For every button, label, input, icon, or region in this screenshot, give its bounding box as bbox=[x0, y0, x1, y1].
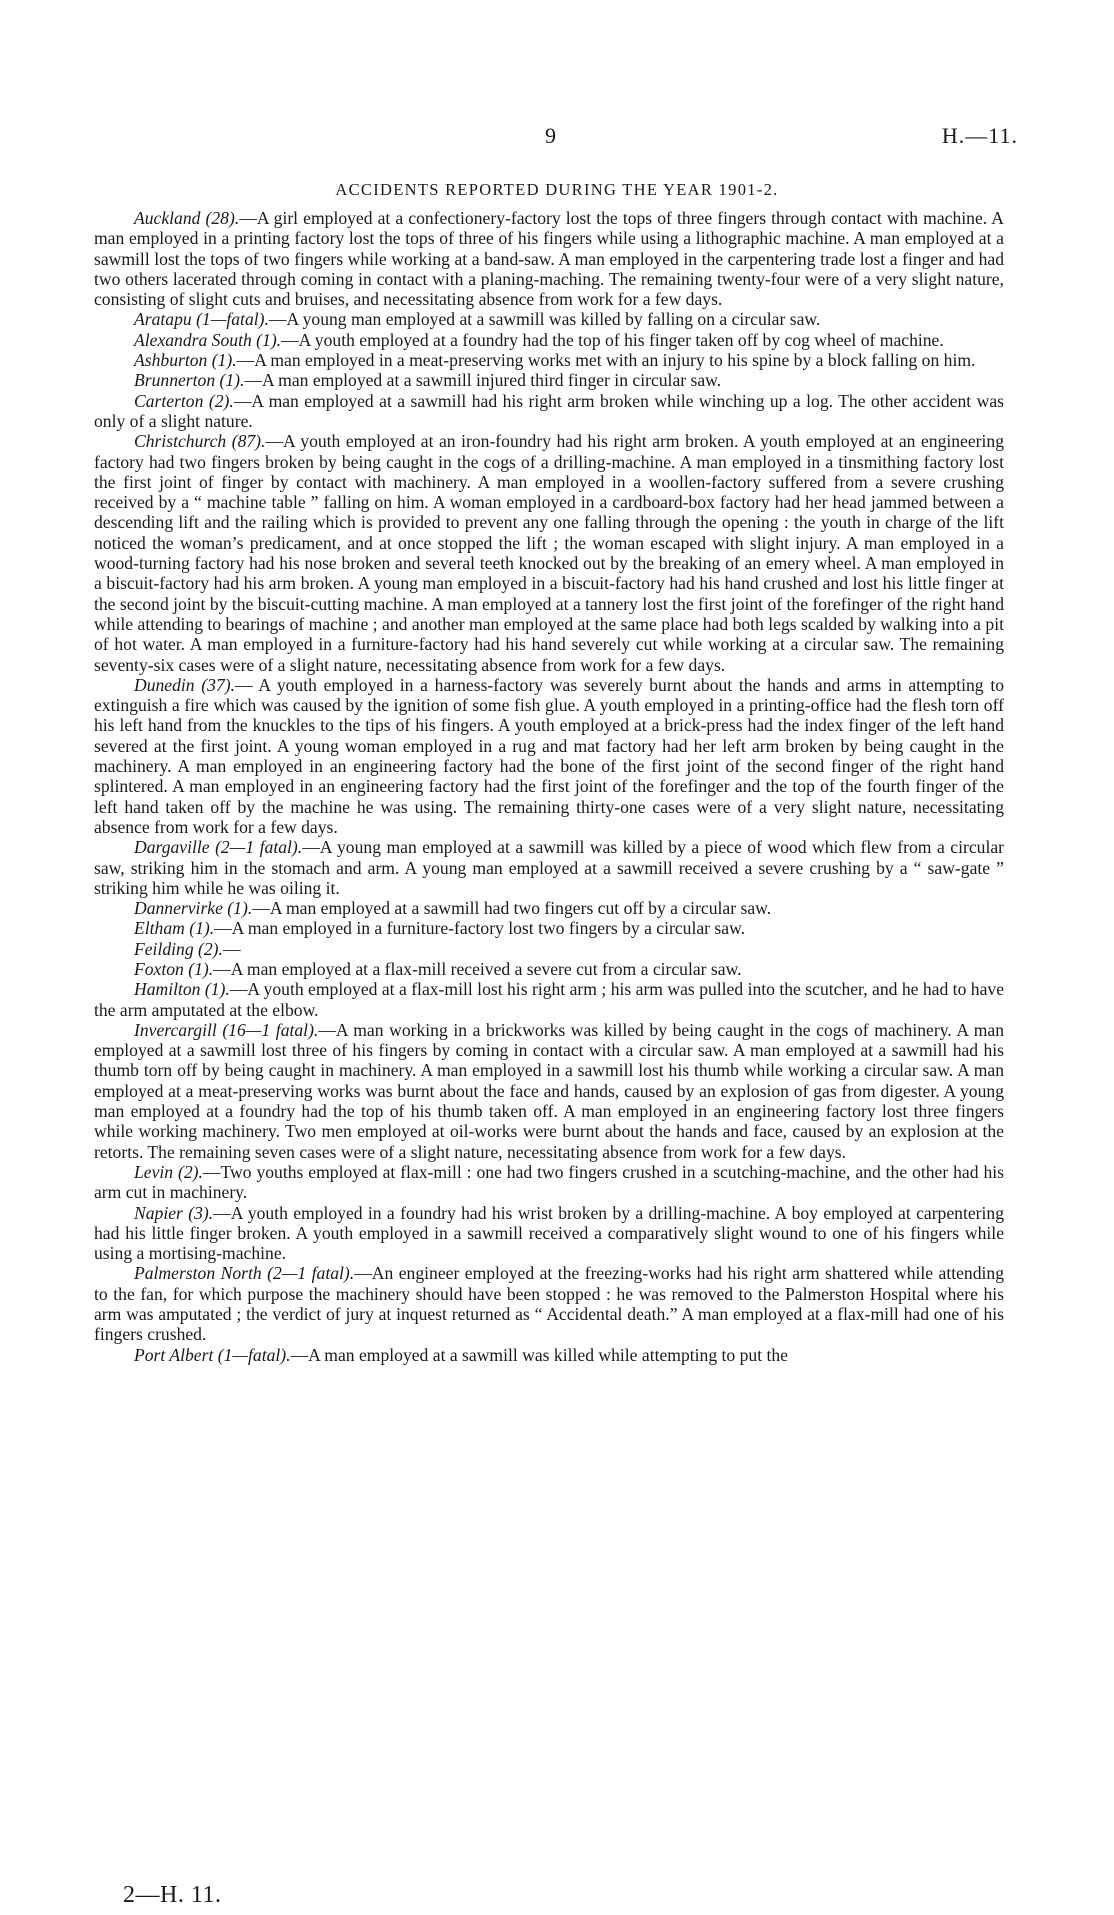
place-name: Dunedin (37). bbox=[134, 674, 236, 695]
place-name: Hamilton (1). bbox=[134, 979, 230, 1000]
place-name: Foxton (1). bbox=[134, 958, 214, 979]
place-name: Christchurch (87). bbox=[134, 431, 266, 452]
document-reference: H.—11. bbox=[941, 123, 1018, 148]
place-name: Dannervirke (1). bbox=[134, 898, 253, 919]
entry-invercargill bbox=[94, 1020, 1004, 1162]
entry-text: —A man employed at a sawmill was killed while attempting to put the bbox=[290, 1344, 788, 1365]
entry-text: —A man working in a brickworks was killed by being caught in the cogs of machinery. A man employed at a sawmill lost three of his fingers by coming in contact with a circular saw. A man employed at a sawmill had his thumb torn off by being caught in machinery. A man employed in a sawmill lost his thumb while working a circular saw. A man employed at a meat-preserving works was burnt about the face and hands, caused by an explosion of gas from digester. A young man employed at a foundry had the top of his thumb taken off. A man employed in an engineering factory lost three fingers while working machinery. Two men employed at oil-works were burnt about the hands and face, caused by an explosion at the retorts. The remaining seven cases were of a slight nature, necessitating absence from work for a few days. bbox=[94, 1019, 1004, 1162]
entry-text: —A youth employed at a flax-mill lost his right arm ; his arm was pulled into the scutcher, and he had to have the arm amputated at the elbow. bbox=[94, 979, 1004, 1020]
entry-text: —Two youths employed at flax-mill : one had two fingers crushed in a scutching-machine, and the other had his arm cut in machinery. bbox=[94, 1161, 1004, 1203]
place-name: Auckland (28). bbox=[134, 208, 240, 228]
accident-report-body bbox=[94, 208, 1004, 1365]
place-name: Feilding (2). bbox=[134, 938, 223, 959]
place-name: Levin (2). bbox=[134, 1161, 203, 1182]
entry-text: —A man employed at a sawmill injured third finger in circular saw. bbox=[244, 370, 722, 391]
entry-text: —A young man employed at a sawmill was killed by falling on a circular saw. bbox=[268, 309, 821, 330]
entry-dannervirke bbox=[94, 898, 1004, 918]
place-name: Ashburton (1). bbox=[134, 350, 237, 371]
place-name: Napier (3). bbox=[134, 1202, 214, 1223]
place-name: Aratapu (1—fatal). bbox=[134, 309, 269, 330]
entry-text: —A girl employed at a confectionery-factory lost the tops of three fingers through contact with machine. A man employed in a printing factory lost the tops of three of his fingers while using a lithographic machine. A man employed at a sawmill lost the tops of two fingers while working at a band-saw. A man employed in the carpentering trade lost a finger and had two others lacerated through coming in contact with a planing-maching. The remaining twenty-four were of a very slight nature, consisting of slight cuts and bruises, and necessitating absence from work for a few days. bbox=[94, 208, 1004, 310]
entry-dunedin bbox=[94, 675, 1004, 837]
entry-port-albert bbox=[94, 1345, 1004, 1365]
place-name: Palmerston North (2—1 fatal). bbox=[134, 1263, 355, 1284]
entry-alexandra-south bbox=[94, 330, 1004, 350]
entry-hamilton bbox=[94, 979, 1004, 1020]
entry-text: — bbox=[222, 938, 241, 959]
entry-levin bbox=[94, 1162, 1004, 1203]
entry-napier bbox=[94, 1203, 1004, 1264]
entry-text: — A youth employed in a harness-factory was severely burnt about the hands and arms in attempting to extinguish a fire which was caused by the ignition of some fish glue. A youth employed in a printing-office had the flesh torn off his left hand from the knuckles to the tips of his fingers. A youth employed at a brick-press had the index finger of the left hand severed at the first joint. A young woman employed in a rug and mat factory had her left arm broken by being caught in the machinery. A man employed in an engineering factory had the bone of the first joint of the second finger of the right hand splintered. A man employed in an engineering factory had the first joint of the forefinger and the top of the fourth finger of the left hand taken off by the machine he was using. The remaining thirty-one cases were of a very slight nature, necessitating absence from work for a few days. bbox=[94, 674, 1004, 837]
entry-carterton bbox=[94, 391, 1004, 432]
place-name: Eltham (1). bbox=[134, 918, 215, 939]
entry-dargaville bbox=[94, 837, 1004, 898]
entry-text: —A youth employed at a foundry had the top of his finger taken off by cog wheel of machine. bbox=[281, 329, 944, 350]
entry-text: —A man employed in a meat-preserving works met with an injury to his spine by a block falling on him. bbox=[236, 350, 976, 371]
place-name: Dargaville (2—1 fatal). bbox=[134, 837, 303, 858]
entry-eltham bbox=[94, 918, 1004, 938]
entry-aratapu bbox=[94, 309, 1004, 329]
place-name: Brunnerton (1). bbox=[134, 370, 245, 391]
entry-foxton bbox=[94, 959, 1004, 979]
entry-ashburton bbox=[94, 350, 1004, 370]
entry-text: —A youth employed in a foundry had his wrist broken by a drilling-machine. A boy employed at carpentering had his little finger broken. A youth employed in a sawmill received a comparatively slight wound to one of his fingers while using a mortising-machine. bbox=[94, 1202, 1004, 1264]
entry-feilding bbox=[94, 939, 1004, 959]
entry-text: —A man employed at a sawmill had two fingers cut off by a circular saw. bbox=[252, 898, 772, 919]
entry-text: —A youth employed at an iron-foundry had his right arm broken. A youth employed at an engineering factory had two fingers broken by being caught in the cogs of a drilling-machine. A man employed in a tinsmithing factory lost the first joint of finger by contact with machinery. A man employed in a woollen-factory suffered from a severe crushing received by a “ machine table ” falling on him. A woman employed in a cardboard-box factory had her head jammed between a descending lift and the railing which is provided to prevent any one falling through the opening : the youth in charge of the lift noticed the woman’s predicament, and at once stopped the lift ; the woman escaped with slight injury. A man employed in a wood-turning factory had his nose broken and several teeth knocked out by the breaking of an emery wheel. A man employed in a biscuit-factory had his arm broken. A young man employed in a biscuit-factory had his hand crushed and lost his little finger at the second joint by the biscuit-cutting machine. A man employed at a tannery lost the first joint of the forefinger of the right hand while attending to bearings of machine ; and another man employed at the same place had both legs scalded by walking into a pit of hot water. A man employed in a furniture-factory had his hand severely cut while working at a circular saw. The remaining seventy-six cases were of a slight nature, necessitating absence from work for a few days. bbox=[94, 431, 1005, 675]
place-name: Port Albert (1—fatal). bbox=[134, 1344, 291, 1365]
page-footer-signature: 2—H. 11. bbox=[123, 1882, 222, 1908]
entry-palmerston-north bbox=[94, 1263, 1004, 1344]
entry-christchurch bbox=[94, 431, 1004, 675]
entry-text: —A man employed in a furniture-factory lost two fingers by a circular saw. bbox=[214, 918, 746, 939]
place-name: Carterton (2). bbox=[134, 390, 234, 411]
place-name: Alexandra South (1). bbox=[134, 329, 282, 350]
entry-text: —A young man employed at a sawmill was killed by a piece of wood which flew from a circular saw, striking him in the stomach and arm. A young man employed at a sawmill received a severe crushing by a “ saw-gate ” striking him while he was oiling it. bbox=[94, 837, 1004, 898]
entry-auckland bbox=[94, 208, 1004, 309]
page-number: 9 bbox=[545, 123, 556, 148]
entry-text: —An engineer employed at the freezing-works had his right arm shattered while attending to the fan, for which purpose the machinery should have been stopped : he was removed to the Palmerston Hospital where his arm was amputated ; the verdict of jury at inquest returned as “ Accidental death.” A man employed at a flax-mill had one of his fingers crushed. bbox=[94, 1263, 1005, 1345]
section-heading: ACCIDENTS REPORTED DURING THE YEAR 1901-2. bbox=[335, 180, 779, 199]
place-name: Invercargill (16—1 fatal). bbox=[134, 1019, 319, 1040]
entry-text: —A man employed at a sawmill had his right arm broken while winching up a log. The other accident was only of a slight nature. bbox=[94, 390, 1004, 431]
entry-brunnerton bbox=[94, 370, 1004, 390]
entry-text: —A man employed at a flax-mill received a severe cut from a circular saw. bbox=[213, 958, 742, 979]
